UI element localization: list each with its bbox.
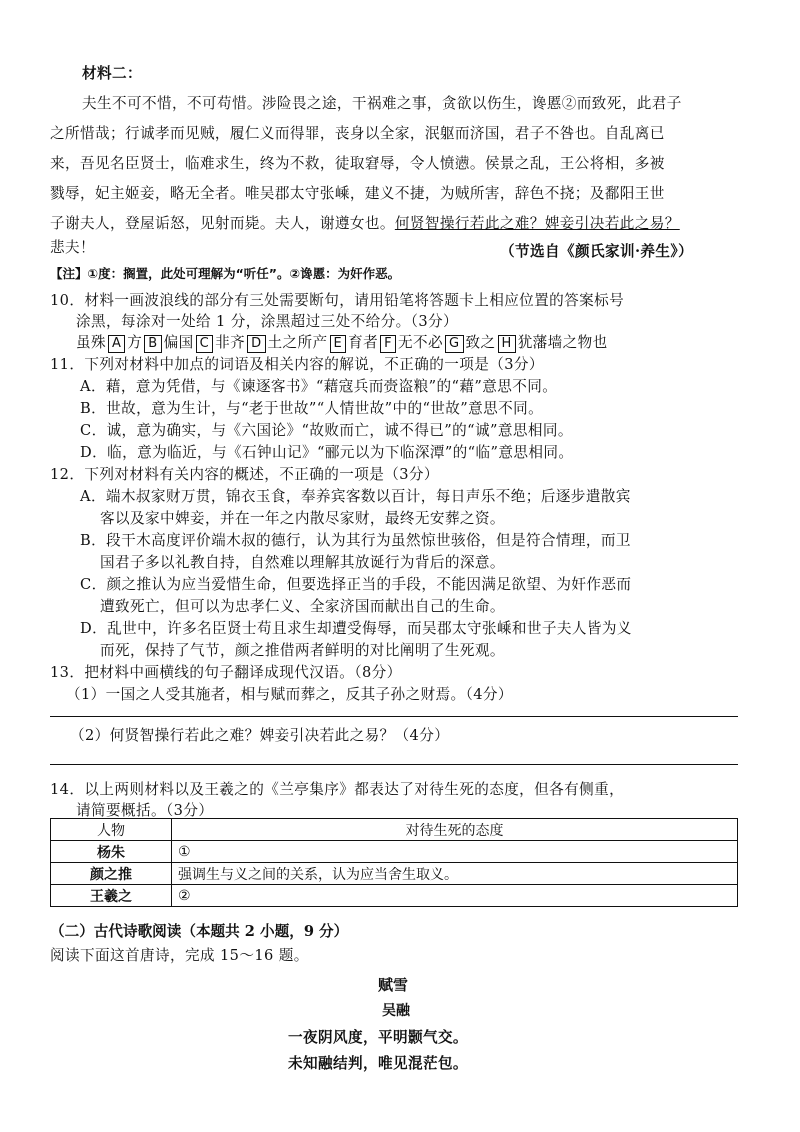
q12-option-a-cont: 客以及家中婢妾，并在一年之内散尽家财，最终无安葬之资。 — [100, 510, 505, 527]
material2-line-5-text: 子谢夫人，登屋诟怒，见射而毙。夫人，谢遵女也。 — [50, 215, 395, 232]
q10-segment: 虽殊 — [76, 334, 106, 351]
q10-segment: 偏国 — [163, 334, 194, 351]
q10-line-2: 涂黑，每涂对一处给 1 分，涂黑超过三处不给分。（3分） — [76, 313, 458, 330]
material2-heading: 材料二： — [82, 65, 142, 82]
material2-line-1: 夫生不可不惜，不可苟惜。涉险畏之途，干祸难之事，贪欲以伤生，谗慝②而致死，此君子 — [82, 95, 682, 112]
q13-sub-1: （1）一国之人受其施者，相与赋而葬之，反其子孙之财焉。（4分） — [66, 686, 513, 703]
q11-stem: 11．下列对材料中加点的词语及相关内容的解说，不正确的一项是（3分） — [50, 356, 544, 373]
underlined-sentence: 何贤智操行若此之难？婢妾引决若此之易？ — [394, 215, 680, 232]
q12-option-a[interactable]: A．端木叔家财万贯，锦衣玉食，奉养宾客数以百计，每日声乐不绝；后逐步遣散宾 — [80, 488, 631, 505]
material2-last-line: 悲夫！ — [50, 239, 95, 256]
answer-box-g[interactable]: G — [445, 335, 463, 353]
q10-segment: 土之所产 — [267, 334, 328, 351]
answer-box-d[interactable]: D — [247, 335, 265, 353]
q11-option-c[interactable]: C．诚，意为确实，与《六国论》“故败而亡，诚不得已”的“诚”意思相同。 — [80, 422, 573, 439]
q10-segment: 犹藩墙之物也 — [517, 334, 608, 351]
answer-box-e[interactable]: E — [330, 335, 347, 353]
material2-line-2: 之所惜哉；行诚孝而见贼，履仁义而得罪，丧身以全家，泯躯而济国，君子不咎也。自乱离已 — [50, 125, 665, 142]
answer-box-h[interactable]: H — [498, 335, 516, 353]
q14-line-2: 请简要概括。（3分） — [76, 802, 214, 819]
q10-segment: 非齐 — [215, 334, 246, 351]
answer-box-c[interactable]: C — [196, 335, 213, 353]
q14-line-1: 14．以上两则材料以及王羲之的《兰亭集序》都表达了对待生死的态度，但各有侧重， — [50, 781, 625, 798]
q12-option-c-cont: 遭致死亡，但可以为忠孝仁义、全家济国而献出自己的生命。 — [100, 598, 505, 615]
material2-line-3: 来，吾见名臣贤士，临难求生，终为不救，徒取窘辱，令人愤懑。侯景之乱，王公将相，多被 — [50, 155, 665, 172]
table-cell-person: 王羲之 — [51, 885, 172, 907]
table-cell-attitude: 强调生与义之间的关系，认为应当舍生取义。 — [172, 863, 738, 885]
poem-title: 赋雪 — [378, 976, 409, 994]
q11-option-a[interactable]: A．藉，意为凭借，与《谏逐客书》“藉寇兵而赍盗粮”的“藉”意思不同。 — [80, 378, 558, 395]
q10-line-1: 10．材料一画波浪线的部分有三处需要断句，请用铅笔将答题卡上相应位置的答案标号 — [50, 292, 625, 309]
poem-author: 吴融 — [382, 1003, 410, 1019]
table-cell-attitude[interactable]: ① — [172, 841, 738, 863]
answer-line-1[interactable] — [50, 716, 738, 717]
material2-source: （节选自《颜氏家训·养生》） — [500, 243, 694, 260]
answer-box-f[interactable]: F — [380, 335, 396, 353]
answer-box-a[interactable]: A — [108, 335, 125, 353]
table-header-attitude: 对待生死的态度 — [172, 819, 738, 841]
q10-segment: 育者 — [348, 334, 379, 351]
answer-line-2[interactable] — [50, 764, 738, 765]
material2-line-4: 戮辱，妃主姬妾，略无全者。唯吴郡太守张嵊，建义不捷，为贼所害，辞色不挠；及鄱阳王世 — [50, 185, 665, 202]
table-row — [51, 841, 738, 863]
q11-option-b[interactable]: B．世故，意为生计，与“老于世故”“人情世故”中的“世故”意思不同。 — [80, 400, 544, 417]
table-row — [51, 863, 738, 885]
q11-option-d[interactable]: D．临，意为临近，与《石钟山记》“郦元以为下临深潭”的“临”意思相同。 — [80, 444, 574, 461]
q12-option-b[interactable]: B．段干木高度评价端木叔的德行，认为其行为虽然惊世骇俗，但是符合情理，而卫 — [80, 532, 631, 549]
q10-segment-line — [76, 331, 608, 353]
table-header-row — [51, 819, 738, 841]
q12-option-b-cont: 国君子多以礼教自持，自然难以理解其放诞行为背后的深意。 — [100, 554, 505, 571]
attitude-table — [50, 818, 738, 907]
poem-line-2: 未知融结判，唯见混茫包。 — [288, 1055, 468, 1072]
poetry-intro: 阅读下面这首唐诗，完成 15～16 题。 — [50, 947, 309, 964]
q12-option-d[interactable]: D．乱世中，许多名臣贤士苟且求生却遭受侮辱，而吴郡太守张嵊和世子夫人皆为义 — [80, 620, 632, 637]
table-cell-person: 颜之推 — [51, 863, 172, 885]
q10-segment: 无不必 — [398, 334, 444, 351]
q13-stem: 13．把材料中画横线的句子翻译成现代汉语。（8分） — [50, 664, 402, 681]
q13-sub-2: （2）何贤智操行若此之难？婢妾引决若此之易？（4分） — [70, 727, 450, 744]
material2-note: 【注】①度：搁置，此处可理解为“听任”。②谗慝：为奸作恶。 — [50, 266, 401, 281]
table-header-person: 人物 — [51, 819, 172, 841]
material2-line-5 — [50, 212, 680, 233]
table-row — [51, 885, 738, 907]
poetry-heading: （二）古代诗歌阅读（本题共 2 小题，9 分） — [50, 923, 349, 940]
q10-segment: 方 — [127, 334, 143, 351]
table-cell-person: 杨朱 — [51, 841, 172, 863]
answer-box-b[interactable]: B — [144, 335, 161, 353]
q12-stem: 12．下列对材料有关内容的概述，不正确的一项是（3分） — [50, 466, 439, 483]
q10-segment: 致之 — [465, 334, 496, 351]
q12-option-d-cont: 而死，保持了气节，颜之推借两者鲜明的对比阐明了生死观。 — [100, 642, 505, 659]
poem-line-1: 一夜阴风度，平明颢气交。 — [288, 1029, 468, 1046]
table-cell-attitude[interactable]: ② — [172, 885, 738, 907]
q12-option-c[interactable]: C．颜之推认为应当爱惜生命，但要选择正当的手段，不能因满足欲望、为奸作恶而 — [80, 576, 632, 593]
